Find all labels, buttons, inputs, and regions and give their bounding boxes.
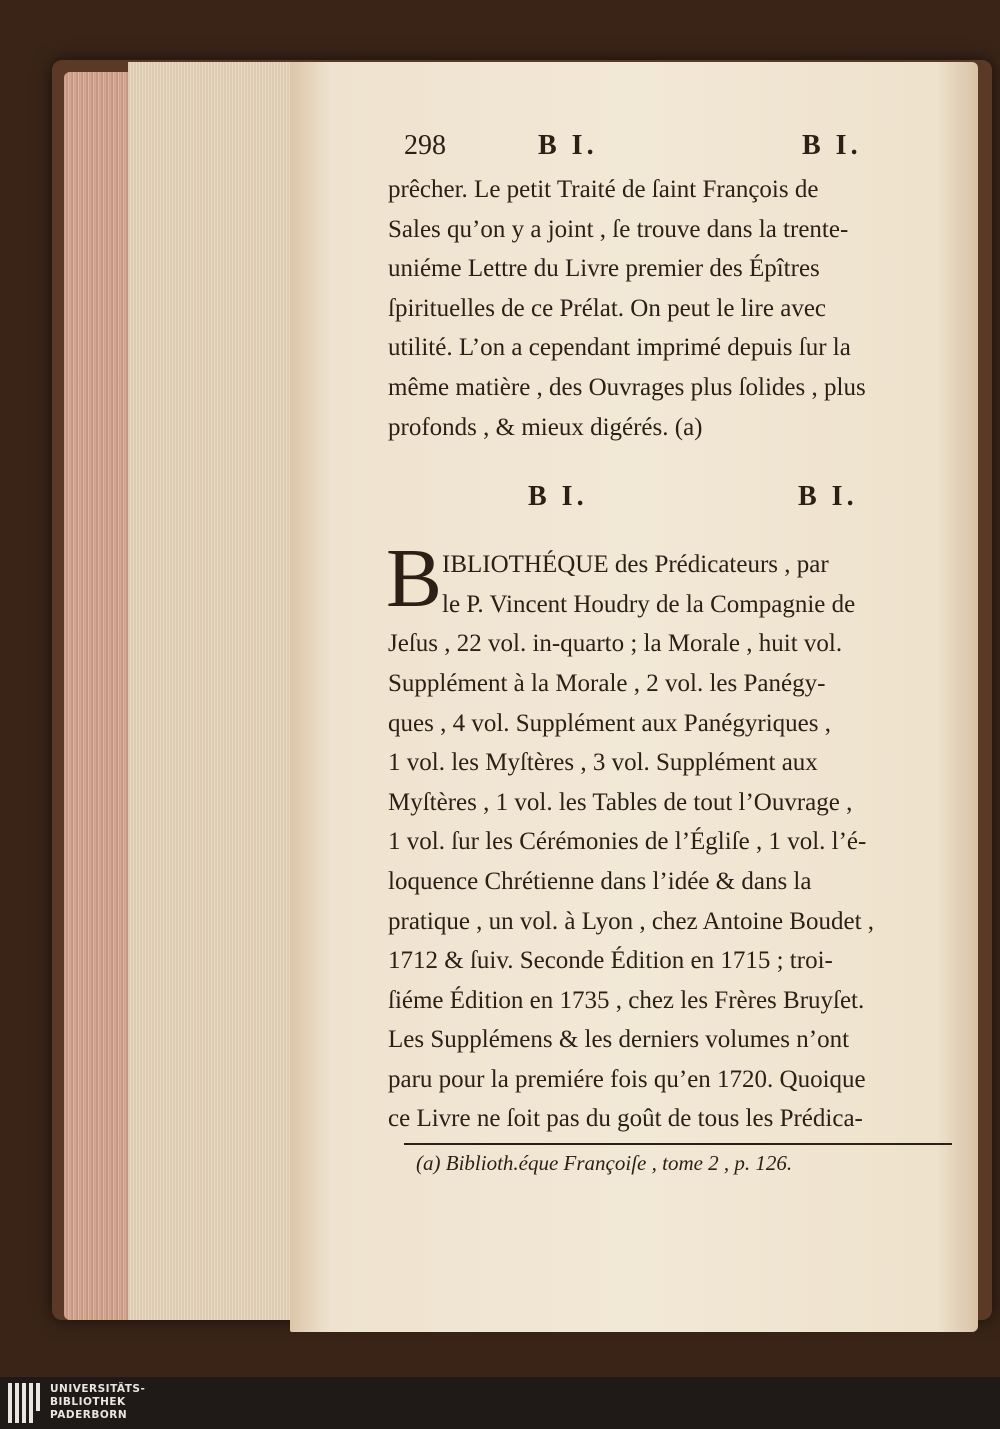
text-line: Les Supplémens & les derniers volumes n’ont — [388, 1026, 850, 1054]
section-heading-right: B I. — [798, 481, 858, 513]
text-line: Sales qu’on y a joint , ſe trouve dans la trente- — [388, 215, 849, 243]
text-line: le P. Vincent Houdry de la Compagnie de — [442, 590, 856, 618]
section-heading — [388, 481, 963, 541]
library-logo-text — [50, 1383, 145, 1422]
library-footer — [0, 1377, 1000, 1429]
entry-first-line: IBLIOTHÉQUE des Prédicateurs , par — [442, 551, 829, 579]
text-line: loquence Chrétienne dans l’idée & dans la — [388, 867, 812, 895]
drop-capital: B — [386, 532, 443, 626]
running-head-right: B I. — [802, 130, 862, 161]
text-line: prêcher. Le petit Traité de ſaint François de — [388, 176, 819, 203]
text-line: Myſtères , 1 vol. les Tables de tout l’Ouvrage , — [388, 788, 853, 816]
footnote: (a) Biblioth.éque Françoiſe , tome 2 , p. 126. — [416, 1151, 793, 1176]
section-heading-left: B I. — [528, 481, 588, 513]
logo-line: PADERBORN — [50, 1409, 128, 1421]
text-line: ſpirituelles de ce Prélat. On peut le lire avec — [388, 294, 827, 322]
page-text — [388, 130, 963, 1176]
text-line: paru pour la premiére fois qu’en 1720. Quoique — [388, 1065, 866, 1093]
text-line: 1 vol. ſur les Cérémonies de l’Égliſe , 1 vol. l’é- — [388, 828, 867, 856]
logo-line: UNIVERSITÄTS- — [50, 1383, 146, 1395]
footnote-rule — [404, 1143, 952, 1145]
running-head-left: B I. — [538, 130, 598, 161]
text-line: pratique , un vol. à Lyon , chez Antoine Boudet , — [388, 907, 875, 935]
text-line: Jeſus , 22 vol. in-quarto ; la Morale , huit vol. — [388, 630, 843, 658]
page-stack — [128, 62, 308, 1320]
text-line: ce Livre ne ſoit pas du goût de tous les Prédica- — [388, 1105, 863, 1133]
logo-line: BIBLIOTHEK — [50, 1396, 126, 1408]
text-line: uniéme Lettre du Livre premier des Épîtres — [388, 255, 820, 283]
text-line: ques , 4 vol. Supplément aux Panégyriques , — [388, 709, 831, 737]
paragraph-continuation — [388, 170, 963, 447]
page-number: 298 — [404, 130, 446, 161]
running-head — [388, 130, 963, 170]
text-line: même matière , des Ouvrages plus ſolides , plus — [388, 373, 866, 401]
text-line: 1 vol. les Myſtères , 3 vol. Supplément aux — [388, 749, 818, 777]
entry-paragraph — [388, 545, 963, 1139]
library-logo-icon — [8, 1383, 44, 1423]
text-line: profonds , & mieux digérés. (a) — [388, 413, 703, 441]
text-line: 1712 & ſuiv. Seconde Édition en 1715 ; troi- — [388, 947, 833, 975]
entry-bibliotheque — [386, 532, 963, 1139]
text-line: utilité. L’on a cependant imprimé depuis ſur la — [388, 334, 851, 362]
text-line: Supplément à la Morale , 2 vol. les Panégy- — [388, 669, 826, 697]
text-line: ſiéme Édition en 1735 , chez les Frères Bruyſet. — [388, 986, 865, 1014]
